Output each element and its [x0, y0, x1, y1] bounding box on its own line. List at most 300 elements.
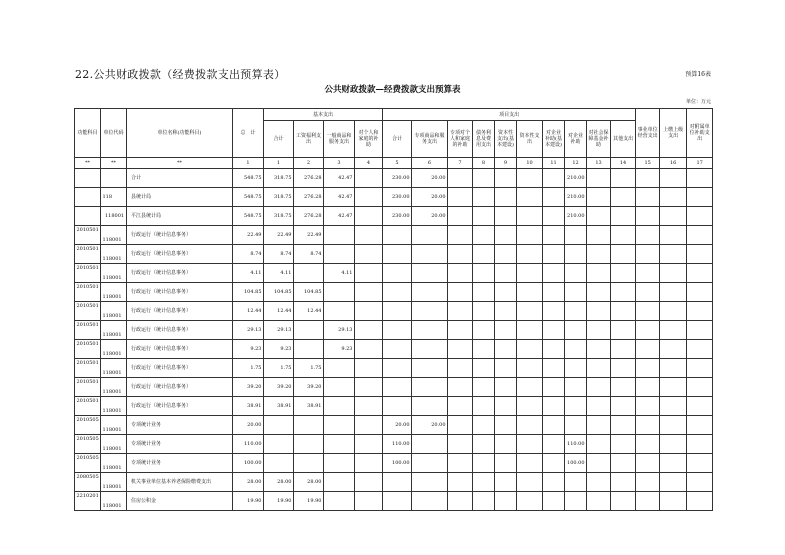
basic-personal-cell [355, 169, 383, 188]
project-enterprise-build-cell [543, 492, 565, 511]
project-debt-cell [473, 169, 495, 188]
basic-personal-cell [355, 454, 383, 473]
header-basic-col: 对个人和家庭的补助 [355, 121, 383, 158]
project-social-cell [587, 226, 611, 245]
unit-code-cell: 118001 [101, 321, 127, 340]
project-goods-cell: 20.00 [412, 207, 448, 226]
project-enterprise-build-cell [543, 359, 565, 378]
basic-personal-cell [355, 416, 383, 435]
project-enterprise-build-cell [543, 283, 565, 302]
project-personal-cell [448, 473, 473, 492]
basic-goods-cell: 9.23 [324, 340, 355, 359]
project-personal-cell [448, 264, 473, 283]
project-personal-cell [448, 321, 473, 340]
project-goods-cell [412, 340, 448, 359]
basic-goods-cell [324, 226, 355, 245]
unit-code-cell: 118001 [101, 207, 127, 226]
header-project-col: 专项对个人和家庭的补助 [448, 121, 473, 158]
table-row [75, 321, 713, 340]
total-cell: 548.75 [233, 207, 264, 226]
unit-code-cell: 118001 [101, 283, 127, 302]
project-goods-cell [412, 283, 448, 302]
project-debt-cell [473, 473, 495, 492]
basic-sum-cell: 19.90 [264, 492, 294, 511]
project-debt-cell [473, 454, 495, 473]
project-social-cell [587, 378, 611, 397]
project-other-cell [611, 454, 636, 473]
project-debt-cell [473, 283, 495, 302]
func-code-cell: 2010505 [75, 435, 101, 454]
total-cell: 28.00 [233, 473, 264, 492]
to-subsidiary-cell [687, 359, 713, 378]
total-cell: 19.90 [233, 492, 264, 511]
to-higher-cell [660, 169, 687, 188]
header-to-subsidiary: 对附属单位补助支出 [687, 109, 713, 158]
project-enterprise-build-cell [543, 321, 565, 340]
public-service-cell [636, 245, 660, 264]
index-cell: 7 [448, 158, 473, 169]
basic-wage-cell [294, 454, 324, 473]
public-service-cell [636, 473, 660, 492]
public-service-cell [636, 416, 660, 435]
project-other-cell [611, 378, 636, 397]
unit-name-cell: 行政运行（统计信息事务） [127, 359, 233, 378]
basic-goods-cell [324, 435, 355, 454]
project-goods-cell [412, 264, 448, 283]
project-enterprise-build-cell [543, 207, 565, 226]
project-personal-cell [448, 302, 473, 321]
project-enterprise-cell [565, 416, 587, 435]
project-social-cell [587, 207, 611, 226]
document-title: 22.公共财政拨款（经费拨款支出预算表） [75, 68, 286, 81]
unit-name-cell: 行政运行（统计信息事务） [127, 397, 233, 416]
basic-wage-cell: 22.49 [294, 226, 324, 245]
basic-wage-cell: 38.91 [294, 397, 324, 416]
project-other-cell [611, 226, 636, 245]
unit-name-cell: 合计 [127, 169, 233, 188]
project-sum-cell [383, 283, 412, 302]
index-cell: 6 [412, 158, 448, 169]
unit-name-cell: 专项统计业务 [127, 416, 233, 435]
basic-goods-cell [324, 473, 355, 492]
unit-name-cell: 专项统计业务 [127, 435, 233, 454]
project-capital-build-cell [495, 321, 517, 340]
total-cell: 12.44 [233, 302, 264, 321]
basic-personal-cell [355, 245, 383, 264]
basic-sum-cell: 12.44 [264, 302, 294, 321]
to-subsidiary-cell [687, 378, 713, 397]
project-capital-cell [517, 359, 543, 378]
basic-personal-cell [355, 188, 383, 207]
public-service-cell [636, 207, 660, 226]
basic-goods-cell [324, 416, 355, 435]
project-capital-build-cell [495, 302, 517, 321]
project-goods-cell: 20.00 [412, 169, 448, 188]
unit-name-cell: 行政运行（统计信息事务） [127, 283, 233, 302]
basic-sum-cell: 9.23 [264, 340, 294, 359]
unit-code-cell: 118001 [101, 245, 127, 264]
basic-wage-cell: 276.28 [294, 207, 324, 226]
table-title: 公共财政拨款—经费拨款支出预算表 [324, 85, 461, 95]
project-sum-cell: 230.00 [383, 188, 412, 207]
index-cell: 17 [687, 158, 713, 169]
total-cell: 22.49 [233, 226, 264, 245]
to-subsidiary-cell [687, 264, 713, 283]
total-cell: 548.75 [233, 188, 264, 207]
header-project-col: 专项商品和服务支出 [412, 121, 448, 158]
to-subsidiary-cell [687, 302, 713, 321]
project-other-cell [611, 340, 636, 359]
basic-sum-cell: 29.13 [264, 321, 294, 340]
unit-name-cell: 专项统计业务 [127, 454, 233, 473]
project-social-cell [587, 340, 611, 359]
project-enterprise-cell [565, 378, 587, 397]
project-enterprise-build-cell [543, 264, 565, 283]
project-goods-cell [412, 435, 448, 454]
project-social-cell [587, 283, 611, 302]
header-to-higher: 上缴上级支出 [660, 109, 687, 158]
form-code: 预算16表 [685, 71, 711, 78]
project-sum-cell [383, 473, 412, 492]
func-code-cell: 2010505 [75, 454, 101, 473]
project-social-cell [587, 397, 611, 416]
project-other-cell [611, 207, 636, 226]
basic-sum-cell: 28.00 [264, 473, 294, 492]
project-enterprise-cell [565, 473, 587, 492]
to-higher-cell [660, 397, 687, 416]
project-social-cell [587, 416, 611, 435]
project-personal-cell [448, 416, 473, 435]
project-other-cell [611, 264, 636, 283]
index-cell: 13 [587, 158, 611, 169]
to-subsidiary-cell [687, 340, 713, 359]
basic-wage-cell: 39.20 [294, 378, 324, 397]
project-personal-cell [448, 207, 473, 226]
project-enterprise-cell [565, 397, 587, 416]
to-higher-cell [660, 207, 687, 226]
total-cell: 4.11 [233, 264, 264, 283]
project-enterprise-build-cell [543, 416, 565, 435]
project-debt-cell [473, 302, 495, 321]
table-row [75, 492, 713, 511]
budget-table [74, 108, 713, 511]
project-capital-build-cell [495, 473, 517, 492]
table-row [75, 264, 713, 283]
func-code-cell [75, 207, 101, 226]
total-cell: 20.00 [233, 416, 264, 435]
project-personal-cell [448, 188, 473, 207]
unit-name-cell: 行政运行（统计信息事务） [127, 302, 233, 321]
project-enterprise-build-cell [543, 473, 565, 492]
basic-personal-cell [355, 359, 383, 378]
project-other-cell [611, 473, 636, 492]
project-social-cell [587, 359, 611, 378]
project-enterprise-cell [565, 340, 587, 359]
project-capital-cell [517, 416, 543, 435]
project-sum-cell [383, 302, 412, 321]
project-debt-cell [473, 207, 495, 226]
unit-code-cell: 118001 [101, 492, 127, 511]
basic-wage-cell: 12.44 [294, 302, 324, 321]
to-subsidiary-cell [687, 321, 713, 340]
unit-label: 单位：万元 [685, 99, 711, 105]
basic-personal-cell [355, 283, 383, 302]
basic-sum-cell [264, 454, 294, 473]
project-social-cell [587, 321, 611, 340]
header-basic-col: 合计 [264, 121, 294, 158]
total-cell: 9.23 [233, 340, 264, 359]
unit-code-cell: 118001 [101, 359, 127, 378]
table-row [75, 473, 713, 492]
project-other-cell [611, 283, 636, 302]
index-cell: 10 [517, 158, 543, 169]
header-project-col: 合计 [383, 121, 412, 158]
project-social-cell [587, 473, 611, 492]
table-row [75, 169, 713, 188]
table-row [75, 340, 713, 359]
project-personal-cell [448, 340, 473, 359]
project-enterprise-build-cell [543, 435, 565, 454]
basic-personal-cell [355, 435, 383, 454]
index-cell: 14 [611, 158, 636, 169]
project-sum-cell: 230.00 [383, 169, 412, 188]
public-service-cell [636, 492, 660, 511]
public-service-cell [636, 321, 660, 340]
func-code-cell: 2010501 [75, 340, 101, 359]
header-unit-name: 单位名称(功能科目) [127, 109, 233, 158]
project-enterprise-cell [565, 359, 587, 378]
table-row [75, 283, 713, 302]
project-personal-cell [448, 283, 473, 302]
func-code-cell [75, 169, 101, 188]
basic-personal-cell [355, 321, 383, 340]
project-capital-cell [517, 283, 543, 302]
project-other-cell [611, 321, 636, 340]
to-higher-cell [660, 454, 687, 473]
basic-wage-cell [294, 435, 324, 454]
project-capital-cell [517, 169, 543, 188]
unit-name-cell: 行政运行（统计信息事务） [127, 264, 233, 283]
to-higher-cell [660, 226, 687, 245]
func-code-cell: 2210201 [75, 492, 101, 511]
project-capital-build-cell [495, 378, 517, 397]
project-goods-cell [412, 321, 448, 340]
unit-code-cell: 118001 [101, 302, 127, 321]
index-cell: ** [127, 158, 233, 169]
project-goods-cell [412, 492, 448, 511]
project-other-cell [611, 359, 636, 378]
project-enterprise-cell: 110.00 [565, 435, 587, 454]
basic-wage-cell [294, 340, 324, 359]
project-capital-cell [517, 340, 543, 359]
index-cell: 12 [565, 158, 587, 169]
project-capital-cell [517, 207, 543, 226]
project-personal-cell [448, 378, 473, 397]
header-project-col: 资本性支出(基本建设) [495, 121, 517, 158]
project-debt-cell [473, 264, 495, 283]
project-enterprise-build-cell [543, 378, 565, 397]
to-subsidiary-cell [687, 454, 713, 473]
project-capital-cell [517, 454, 543, 473]
table-row [75, 302, 713, 321]
project-personal-cell [448, 454, 473, 473]
to-higher-cell [660, 416, 687, 435]
project-sum-cell [383, 226, 412, 245]
basic-sum-cell: 22.49 [264, 226, 294, 245]
index-cell: 4 [355, 158, 383, 169]
project-enterprise-build-cell [543, 188, 565, 207]
to-higher-cell [660, 340, 687, 359]
to-higher-cell [660, 283, 687, 302]
header-project-col: 资本性支出 [517, 121, 543, 158]
index-cell: 16 [660, 158, 687, 169]
project-enterprise-build-cell [543, 226, 565, 245]
to-subsidiary-cell [687, 226, 713, 245]
project-other-cell [611, 397, 636, 416]
project-personal-cell [448, 245, 473, 264]
basic-wage-cell [294, 416, 324, 435]
public-service-cell [636, 302, 660, 321]
public-service-cell [636, 264, 660, 283]
project-capital-build-cell [495, 283, 517, 302]
unit-name-cell: 机关事业单位基本养老保险缴费支出 [127, 473, 233, 492]
basic-goods-cell [324, 454, 355, 473]
unit-code-cell: 118001 [101, 340, 127, 359]
project-capital-build-cell [495, 340, 517, 359]
basic-goods-cell: 42.47 [324, 207, 355, 226]
basic-sum-cell: 8.74 [264, 245, 294, 264]
project-capital-cell [517, 378, 543, 397]
project-sum-cell [383, 264, 412, 283]
project-social-cell [587, 169, 611, 188]
project-debt-cell [473, 416, 495, 435]
func-code-cell: 2010501 [75, 283, 101, 302]
project-enterprise-cell [565, 264, 587, 283]
func-code-cell: 2010501 [75, 302, 101, 321]
project-social-cell [587, 188, 611, 207]
basic-goods-cell [324, 245, 355, 264]
project-social-cell [587, 245, 611, 264]
project-social-cell [587, 264, 611, 283]
to-higher-cell [660, 188, 687, 207]
basic-wage-cell: 276.28 [294, 188, 324, 207]
to-subsidiary-cell [687, 492, 713, 511]
basic-personal-cell [355, 473, 383, 492]
basic-goods-cell: 29.13 [324, 321, 355, 340]
index-cell: 15 [636, 158, 660, 169]
project-capital-cell [517, 188, 543, 207]
index-cell: 3 [324, 158, 355, 169]
total-cell: 100.00 [233, 454, 264, 473]
project-capital-build-cell [495, 492, 517, 511]
project-capital-cell [517, 473, 543, 492]
to-subsidiary-cell [687, 207, 713, 226]
project-capital-cell [517, 492, 543, 511]
basic-personal-cell [355, 226, 383, 245]
func-code-cell: 2010501 [75, 226, 101, 245]
table-row [75, 435, 713, 454]
table-row [75, 454, 713, 473]
to-higher-cell [660, 435, 687, 454]
basic-sum-cell: 39.20 [264, 378, 294, 397]
header-project: 项目支出 [383, 109, 636, 121]
func-code-cell: 2010501 [75, 245, 101, 264]
table-row [75, 207, 713, 226]
basic-goods-cell [324, 283, 355, 302]
project-capital-build-cell [495, 264, 517, 283]
index-cell: 1 [264, 158, 294, 169]
project-goods-cell [412, 378, 448, 397]
public-service-cell [636, 435, 660, 454]
to-higher-cell [660, 302, 687, 321]
project-debt-cell [473, 245, 495, 264]
basic-sum-cell: 318.75 [264, 188, 294, 207]
public-service-cell [636, 226, 660, 245]
project-enterprise-cell: 210.00 [565, 169, 587, 188]
basic-personal-cell [355, 397, 383, 416]
project-capital-build-cell [495, 245, 517, 264]
project-sum-cell [383, 397, 412, 416]
header-project-col: 债务利息及费用支出 [473, 121, 495, 158]
header-project-col: 其他支出 [611, 121, 636, 158]
project-goods-cell: 20.00 [412, 416, 448, 435]
project-enterprise-cell [565, 492, 587, 511]
unit-code-cell: 118001 [101, 416, 127, 435]
table-row [75, 226, 713, 245]
basic-goods-cell: 42.47 [324, 188, 355, 207]
unit-name-cell: 平江县统计局 [127, 207, 233, 226]
project-sum-cell [383, 378, 412, 397]
total-cell: 8.74 [233, 245, 264, 264]
basic-wage-cell [294, 264, 324, 283]
project-sum-cell [383, 321, 412, 340]
basic-goods-cell [324, 378, 355, 397]
project-sum-cell [383, 340, 412, 359]
public-service-cell [636, 283, 660, 302]
project-sum-cell: 20.00 [383, 416, 412, 435]
to-subsidiary-cell [687, 397, 713, 416]
project-personal-cell [448, 169, 473, 188]
total-cell: 104.85 [233, 283, 264, 302]
to-subsidiary-cell [687, 473, 713, 492]
basic-sum-cell [264, 435, 294, 454]
basic-wage-cell [294, 321, 324, 340]
header-unit-code: 单位代码 [101, 109, 127, 158]
project-capital-build-cell [495, 169, 517, 188]
basic-wage-cell: 8.74 [294, 245, 324, 264]
unit-code-cell: 118001 [101, 378, 127, 397]
project-sum-cell [383, 245, 412, 264]
project-personal-cell [448, 359, 473, 378]
basic-sum-cell: 318.75 [264, 207, 294, 226]
unit-code-cell [101, 169, 127, 188]
header-basic-col: 工资福利支出 [294, 121, 324, 158]
to-subsidiary-cell [687, 435, 713, 454]
total-cell: 1.75 [233, 359, 264, 378]
header-project-col: 对企业补助(基本建设) [543, 121, 565, 158]
project-sum-cell [383, 492, 412, 511]
header-basic-col: 一般商品和服务支出 [324, 121, 355, 158]
to-subsidiary-cell [687, 169, 713, 188]
to-higher-cell [660, 245, 687, 264]
unit-code-cell: 118001 [101, 226, 127, 245]
basic-sum-cell: 4.11 [264, 264, 294, 283]
project-social-cell [587, 454, 611, 473]
basic-wage-cell: 28.00 [294, 473, 324, 492]
to-higher-cell [660, 378, 687, 397]
basic-goods-cell: 4.11 [324, 264, 355, 283]
header-project-col: 对社会保障基金补助 [587, 121, 611, 158]
